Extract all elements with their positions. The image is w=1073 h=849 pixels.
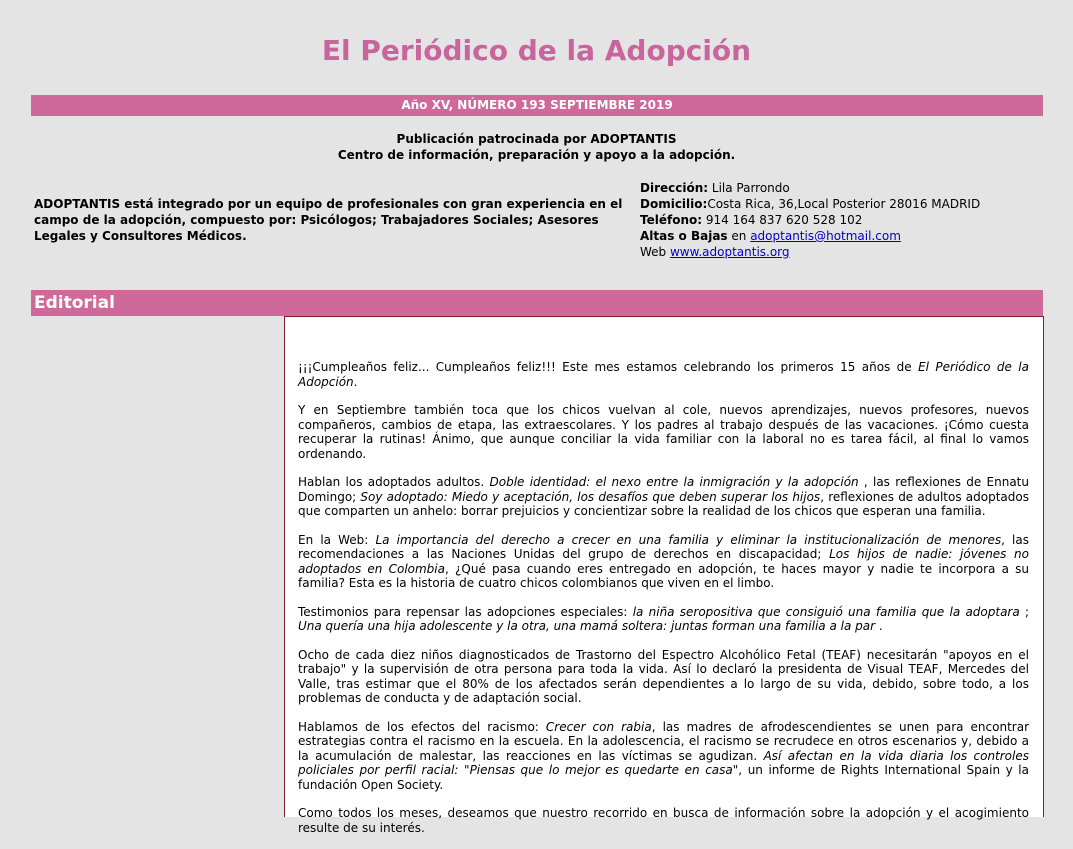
contact-altas: [640, 228, 1060, 244]
editorial-paragraph: Ocho de cada diez niños diagnosticados de Trastorno del Espectro Alcohólico Fetal (TEAF) necesitarán "apoyos en el trabajo" y la supervisión de otra persona para toda la vida. Así lo declaró la presidenta de Visual TEAF, Mercedes del Valle, tras estimar que el 80% de los afectados serán dependientes a lo largo de su vida, debido, sobre todo, a los problemas de conducta y de adaptación social.: [298, 647, 1029, 705]
text-run: , las madres de afrodescendientes se unen para encontrar estrategias contra el racismo en la escuela. En la adolescencia, el racismo se recrudece en otros escenarios y, debido a la acumulación de malestar, las reacciones en las víctimas se agudizan.: [298, 719, 1029, 763]
text-run: , un informe de Rights International Spain y la fundación Open Society.: [298, 763, 1029, 792]
text-run: , reflexiones de adultos adoptados que comparten un anhelo: borrar prejuicios y concientizar sobre la realidad de los chicos que esperan una familia.: [298, 489, 1029, 518]
editorial-paragraph: [298, 475, 1029, 519]
article-title[interactable]: Doble identidad: el nexo entre la inmigración y la adopción: [489, 475, 859, 489]
text-run: Hablan los adoptados adultos.: [298, 475, 490, 489]
editorial-section-header: [31, 290, 1043, 316]
page-title: El Periódico de la Adopción: [321, 34, 752, 67]
contact-domicilio: [640, 196, 1060, 212]
editorial-paragraph: [298, 360, 1029, 389]
website-link[interactable]: www.adoptantis.org: [669, 245, 790, 259]
editorial-paragraph: [298, 533, 1029, 591]
sponsor-line: Publicación patrocinada por ADOPTANTIS: [396, 132, 677, 146]
domicilio-value: Costa Rica, 36,Local Posterior 28016 MADRID: [707, 197, 981, 211]
text-run: .: [875, 619, 883, 633]
text-run: En la Web:: [298, 532, 376, 547]
editorial-paragraph: Como todos los meses, deseamos que nuestro recorrido en busca de información sobre la adopción y el acogimiento resulte de su interés.: [298, 806, 1029, 835]
direccion-value: Lila Parrondo: [708, 181, 790, 195]
text-run: Hablamos de los efectos del racismo:: [298, 719, 546, 734]
sponsor-tagline: Centro de información, preparación y apoyo a la adopción.: [337, 148, 736, 162]
editorial-content: [298, 360, 1029, 849]
domicilio-label: Domicilio:: [640, 197, 708, 211]
sponsor-block: [0, 131, 1073, 163]
text-run: ¡¡¡Cumpleaños feliz... Cumpleaños feliz!!! Este mes estamos celebrando los primeros 15 años de: [298, 360, 919, 374]
text-run: .: [353, 374, 358, 389]
email-link[interactable]: adoptantis@hotmail.com: [750, 229, 901, 243]
article-title[interactable]: Los hijos de nadie: jóvenes no adoptados en Colombia: [298, 547, 1030, 576]
direccion-label: Dirección:: [640, 181, 709, 195]
article-title[interactable]: Una quería una hija adolescente y la otra, una mamá soltera: juntas forman una familia a la par: [298, 619, 876, 633]
editorial-paragraph: [298, 605, 1029, 634]
text-run: ;: [1019, 604, 1030, 619]
about-text: ADOPTANTIS está integrado por un equipo de profesionales con gran experiencia en el campo de la adopción, compuesto por: Psicólogos; Trabajadores Sociales; Asesores Legales y Consultores Médicos.: [34, 197, 623, 243]
article-title[interactable]: Soy adoptado: Miedo y aceptación, los desafíos que deben superar los hijos: [360, 489, 821, 504]
altas-label: Altas o Bajas: [640, 229, 728, 243]
contact-telefono: [640, 212, 1060, 228]
text-run: , las recomendaciones a las Naciones Unidas del grupo de derechos en discapacidad;: [298, 532, 1029, 561]
article-title[interactable]: La importancia del derecho a crecer en una familia y eliminar la institucionalización de menores: [375, 532, 1002, 547]
editorial-heading: Editorial: [34, 293, 115, 313]
contact-web: [640, 244, 1060, 260]
telefono-value: 914 164 837 620 528 102: [702, 213, 863, 227]
editorial-paragraph: [298, 720, 1029, 793]
editorial-paragraph: Y en Septiembre también toca que los chicos vuelvan al cole, nuevos aprendizajes, nuevos profesores, nuevos compañeros, cambios de etapa, las extraescolares. Y los padres al trabajo después de las vacaciones. ¡Cómo cuesta recuperar la rutinas! Ánimo, que aunque conciliar la vida familiar con la laboral no es tarea fácil, al final lo vamos ordenando.: [298, 403, 1029, 461]
article-title[interactable]: Crecer con rabia: [545, 719, 652, 734]
text-run: Testimonios para repensar las adopciones especiales:: [298, 604, 633, 619]
text-run: , ¿Qué pasa cuando eres entregado en adopción, te haces mayor y nadie te incorpora a su familia? Esta es la historia de cuatro chicos colombianos que viven en el limbo.: [298, 561, 1029, 590]
altas-mid: en: [727, 229, 751, 243]
web-label: Web: [640, 245, 670, 259]
publication-name: El Periódico de la Adopción: [298, 360, 1029, 389]
contact-direccion: [640, 180, 1060, 196]
text-run: , las reflexiones de Ennatu Domingo;: [298, 475, 1029, 504]
article-title[interactable]: Así afectan en la vida diaria los controles policiales por perfil racial: "Piensas que lo mejor es quedarte en casa": [298, 748, 1029, 777]
telefono-label: Teléfono:: [640, 213, 703, 227]
article-title[interactable]: la niña seropositiva que consiguió una familia que la adoptara: [632, 604, 1020, 619]
contact-block: [640, 180, 1060, 260]
issue-banner: Año XV, NÚMERO 193 SEPTIEMBRE 2019: [31, 95, 1043, 116]
